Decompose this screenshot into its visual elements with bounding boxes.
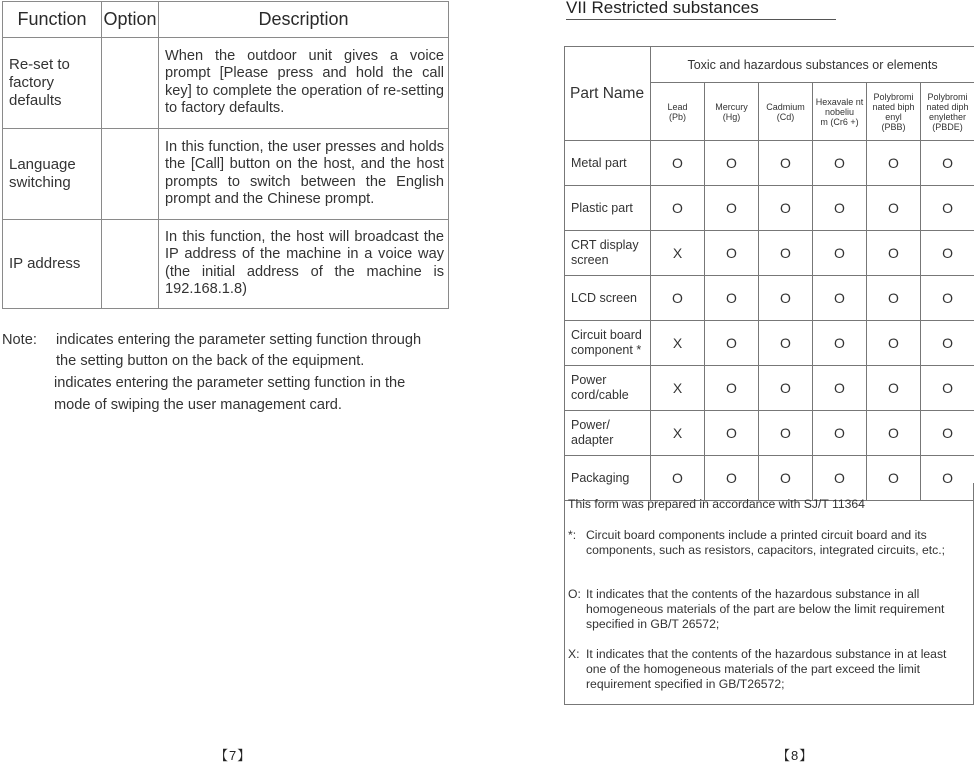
substance-mark: O xyxy=(759,186,813,231)
substances-group-header: Toxic and hazardous substances or elements xyxy=(651,47,974,83)
substance-header xyxy=(759,83,813,141)
page-number-right: 【8】 xyxy=(777,745,813,764)
substance-mark: O xyxy=(759,366,813,411)
substance-mark: O xyxy=(921,231,974,276)
notes-box xyxy=(564,483,974,705)
substance-mark: O xyxy=(705,231,759,276)
table-row xyxy=(565,186,974,231)
substance-mark: O xyxy=(867,276,921,321)
substance-mark: O xyxy=(813,186,867,231)
substance-mark: O xyxy=(867,141,921,186)
substance-mark: O xyxy=(705,411,759,456)
note-text: It indicates that the contents of the hazardous substance in at least one of the homogeneous materials of the part exceed the limit requirement specified in GB/T26572; xyxy=(568,647,968,692)
substance-mark: O xyxy=(759,276,813,321)
substance-mark: O xyxy=(759,411,813,456)
note-key: O: xyxy=(568,587,581,602)
substance-mark: O xyxy=(759,141,813,186)
table-row xyxy=(565,141,974,186)
substance-mark: O xyxy=(759,321,813,366)
part-name-cell: Power cord/cable xyxy=(565,366,651,411)
substances-table xyxy=(564,46,974,501)
note-text: It indicates that the contents of the hazardous substance in all homogeneous materials of the part are below the limit requirement specified in GB/T 26572; xyxy=(568,587,968,632)
left-page xyxy=(0,0,487,761)
o-note xyxy=(568,587,968,632)
note-key: *: xyxy=(568,528,576,543)
substance-mark: O xyxy=(759,456,813,501)
substance-mark: O xyxy=(867,456,921,501)
table-row xyxy=(565,231,974,276)
title-underline xyxy=(566,19,836,20)
substance-mark: O xyxy=(813,456,867,501)
substance-mark: O xyxy=(867,321,921,366)
substance-symbol: (PBDE) xyxy=(922,122,973,132)
function-table xyxy=(2,1,449,309)
substance-header xyxy=(867,83,921,141)
description-cell: In this function, the host will broadcast the IP address of the machine in a voice way (the initial address of the machine is 192.168.1.8) xyxy=(159,220,449,309)
function-cell: Language switching xyxy=(3,129,102,220)
substance-mark: O xyxy=(705,321,759,366)
substance-mark: O xyxy=(867,186,921,231)
note-line: mode of swiping the user management card. xyxy=(54,394,342,416)
header-option: Option xyxy=(102,2,159,38)
option-cell xyxy=(102,38,159,129)
substance-mark: O xyxy=(651,141,705,186)
substance-name: Polybromi nated biph enyl xyxy=(868,92,919,122)
substance-symbol: (PBB) xyxy=(868,122,919,132)
note-line: indicates entering the parameter setting function in the xyxy=(54,372,405,394)
substance-symbol: (Hg) xyxy=(706,112,757,122)
table-row xyxy=(565,276,974,321)
part-name-cell: Packaging xyxy=(565,456,651,501)
substance-mark: O xyxy=(921,186,974,231)
description-cell: In this function, the user presses and holds the [Call] button on the host, and the host prompts to switch between the English prompt and the Chinese prompt. xyxy=(159,129,449,220)
substance-mark: O xyxy=(651,276,705,321)
note-line: the setting button on the back of the equipment. xyxy=(56,350,364,372)
part-name-cell: LCD screen xyxy=(565,276,651,321)
substance-mark: O xyxy=(813,276,867,321)
table-row xyxy=(3,129,449,220)
substance-mark: O xyxy=(813,321,867,366)
substance-mark: O xyxy=(921,411,974,456)
part-name-cell: Power/ adapter xyxy=(565,411,651,456)
substance-mark: O xyxy=(651,186,705,231)
substance-header xyxy=(813,83,867,141)
page-number-left: 【7】 xyxy=(215,745,251,764)
table-row xyxy=(3,220,449,309)
note-label: Note: xyxy=(2,329,37,351)
substance-mark: O xyxy=(813,366,867,411)
substance-mark: O xyxy=(921,321,974,366)
table-row xyxy=(3,38,449,129)
substance-header xyxy=(705,83,759,141)
standard-note: This form was prepared in accordance with SJ/T 11364 xyxy=(568,497,865,512)
substance-mark: O xyxy=(705,456,759,501)
substance-name: Hexavale nt nobeliu xyxy=(814,97,865,117)
table-row xyxy=(565,411,974,456)
part-name-cell: Metal part xyxy=(565,141,651,186)
substance-mark: O xyxy=(651,456,705,501)
note-key: X: xyxy=(568,647,580,662)
substance-mark: O xyxy=(705,141,759,186)
part-name-cell: CRT display screen xyxy=(565,231,651,276)
substance-symbol: m (Cr6 +) xyxy=(814,117,865,127)
substance-name: Lead xyxy=(652,102,703,112)
substance-name: Polybromi nated diph enylether xyxy=(922,92,973,122)
substance-mark: O xyxy=(921,141,974,186)
part-name-cell: Circuit board component * xyxy=(565,321,651,366)
substance-mark: O xyxy=(813,141,867,186)
substance-mark: X xyxy=(651,411,705,456)
substance-mark: X xyxy=(651,321,705,366)
substance-mark: O xyxy=(813,411,867,456)
substance-mark: O xyxy=(867,411,921,456)
substance-mark: O xyxy=(705,186,759,231)
option-cell xyxy=(102,220,159,309)
substance-mark: O xyxy=(921,276,974,321)
note-line: indicates entering the parameter setting function through xyxy=(56,329,421,351)
substance-mark: O xyxy=(921,366,974,411)
substance-mark: O xyxy=(705,276,759,321)
table-row xyxy=(565,366,974,411)
substance-header xyxy=(921,83,974,141)
part-name-header: Part Name xyxy=(565,47,651,141)
header-function: Function xyxy=(3,2,102,38)
substance-symbol: (Pb) xyxy=(652,112,703,122)
substance-mark: O xyxy=(705,366,759,411)
substance-mark: X xyxy=(651,366,705,411)
substance-mark: O xyxy=(921,456,974,501)
substance-name: Cadmium xyxy=(760,102,811,112)
part-name-cell: Plastic part xyxy=(565,186,651,231)
substance-mark: O xyxy=(867,231,921,276)
substance-mark: O xyxy=(813,231,867,276)
substance-mark: X xyxy=(651,231,705,276)
header-description: Description xyxy=(159,2,449,38)
table-row xyxy=(565,321,974,366)
substance-symbol: (Cd) xyxy=(760,112,811,122)
option-cell xyxy=(102,129,159,220)
substance-mark: O xyxy=(867,366,921,411)
section-title: VII Restricted substances xyxy=(566,0,759,18)
substance-name: Mercury xyxy=(706,102,757,112)
star-note xyxy=(568,528,968,558)
x-note xyxy=(568,647,968,692)
note-text: Circuit board components include a printed circuit board and its components, such as resistors, capacitors, integrated circuits, etc.; xyxy=(568,528,968,558)
substance-mark: O xyxy=(759,231,813,276)
function-cell: IP address xyxy=(3,220,102,309)
function-cell: Re-set to factory defaults xyxy=(3,38,102,129)
description-cell: When the outdoor unit gives a voice prompt [Please press and hold the call key] to complete the operation of re-setting to factory defaults. xyxy=(159,38,449,129)
substance-header xyxy=(651,83,705,141)
